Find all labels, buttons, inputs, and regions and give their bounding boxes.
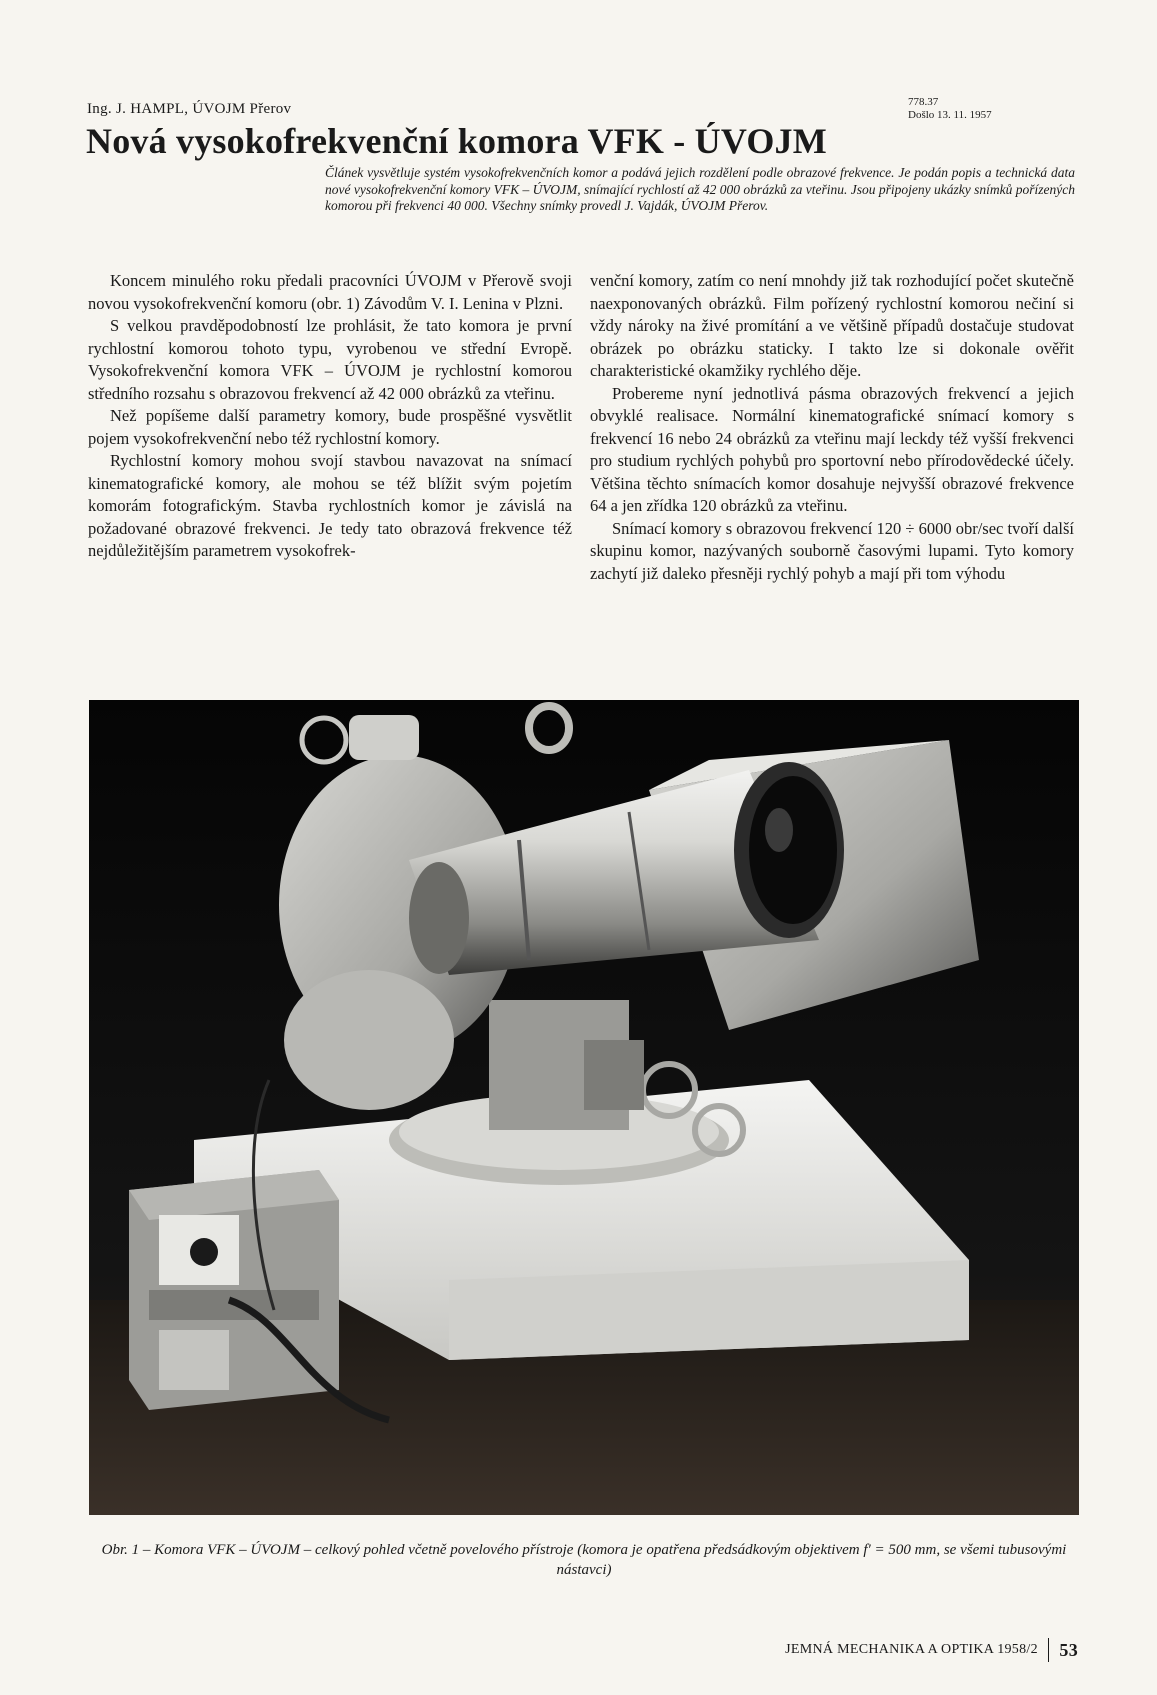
footer-divider (1048, 1638, 1050, 1662)
received-date: Došlo 13. 11. 1957 (908, 109, 992, 121)
paragraph: Koncem minulého roku předali pracovníci ÚVOJM v Přerově svoji novou vysokofrekvenční komoru (obr. 1) Závodům V. I. Lenina v Plzni. (88, 271, 572, 313)
article-title: Nová vysokofrekvenční komora VFK - ÚVOJM (86, 121, 827, 161)
article-abstract: Článek vysvětluje systém vysokofrekvenčních komor a podává jejich rozdělení podle obrazové frekvence. Je podán popis a technická data nové vysokofrekvenční komory VFK – ÚVOJM, snímající rychlostí až 42 000 obrázků za vteřinu. Jsou připojeny ukázky snímků pořízených komorou při frekvenci 40 000. Všechny snímky provedl J. Vajdák, ÚVOJM Přerov. (325, 165, 1075, 213)
figure-caption: Obr. 1 – Komora VFK – ÚVOJM – celkový pohled včetně povelového přístroje (komora je opatřena předsádkovým objektivem f′ = 500 mm, se všemi tubusovými nástavci) (101, 1542, 1067, 1578)
paragraph: Snímací komory s obrazovou frekvencí 120 ÷ 6000 obr/sec tvoří další skupinu komor, nazývaných souborně časovými lupami. Tyto komory zachytí již daleko přesněji rychlý pohyb a mají při tom výhodu (590, 518, 1074, 583)
camera-photograph (89, 700, 1079, 1515)
camera-illustration (89, 700, 1079, 1515)
paragraph: Rychlostní komory mohou svojí stavbou navazovat na snímací kinematografické komory, ale mohou se též blížit svým pojetím komorám fotografickým. Stavba rychlostních komor je závislá na požadované obrazové frekvenci. Je tedy tato obrazová frekvence též nejdůležitějším parametrem vysokofrek- (88, 451, 572, 560)
journal-name: JEMNÁ MECHANIKA A OPTIKA 1958/2 (785, 1642, 1038, 1657)
article-meta (908, 96, 1088, 122)
classification-code: 778.37 (908, 96, 939, 108)
body-column-left (88, 270, 572, 563)
paragraph: Probereme nyní jednotlivá pásma obrazových frekvencí a jejich obvyklé realisace. Normální kinematografické snímací komory s frekvencí 16 nebo 24 obrázků za vteřinu mají leckdy též vyšší frekvenci pro studium rychlých pohybů pro sportovní nebo přírodovědecké účely. Většina těchto snímacích komor dosahuje nejvyšší obrazové frekvence 64 a jen zřídka 120 obrázků za vteřinu. (590, 383, 1074, 515)
paragraph: Než popíšeme další parametry komory, bude prospěšné vysvětlit pojem vysokofrekvenční nebo též rychlostní komory. (88, 406, 572, 448)
author-line: Ing. J. HAMPL, ÚVOJM Přerov (87, 101, 292, 117)
page-number: 53 (1059, 1639, 1078, 1660)
paragraph: S velkou pravděpodobností lze prohlásit, že tato komora je první rychlostní komorou tohoto typu, vyrobenou ve střední Evropě. Vysokofrekvenční komora VFK – ÚVOJM je rychlostní komorou středního rozsahu s obrazovou frekvencí až 42 000 obrázků za vteřinu. (88, 316, 572, 403)
paragraph: venční komory, zatím co není mnohdy již tak rozhodující počet skutečně naexponovaných obrázků. Film pořízený rychlostní komorou nečiní si vždy nároky na živé promítání a ve většině případů dostačuje studovat obrázek po obrázku staticky. I takto lze si dokonale ověřit charakteristické okamžiky rychlého děje. (590, 271, 1074, 380)
body-column-right (590, 270, 1074, 585)
page-footer (748, 1638, 1078, 1662)
